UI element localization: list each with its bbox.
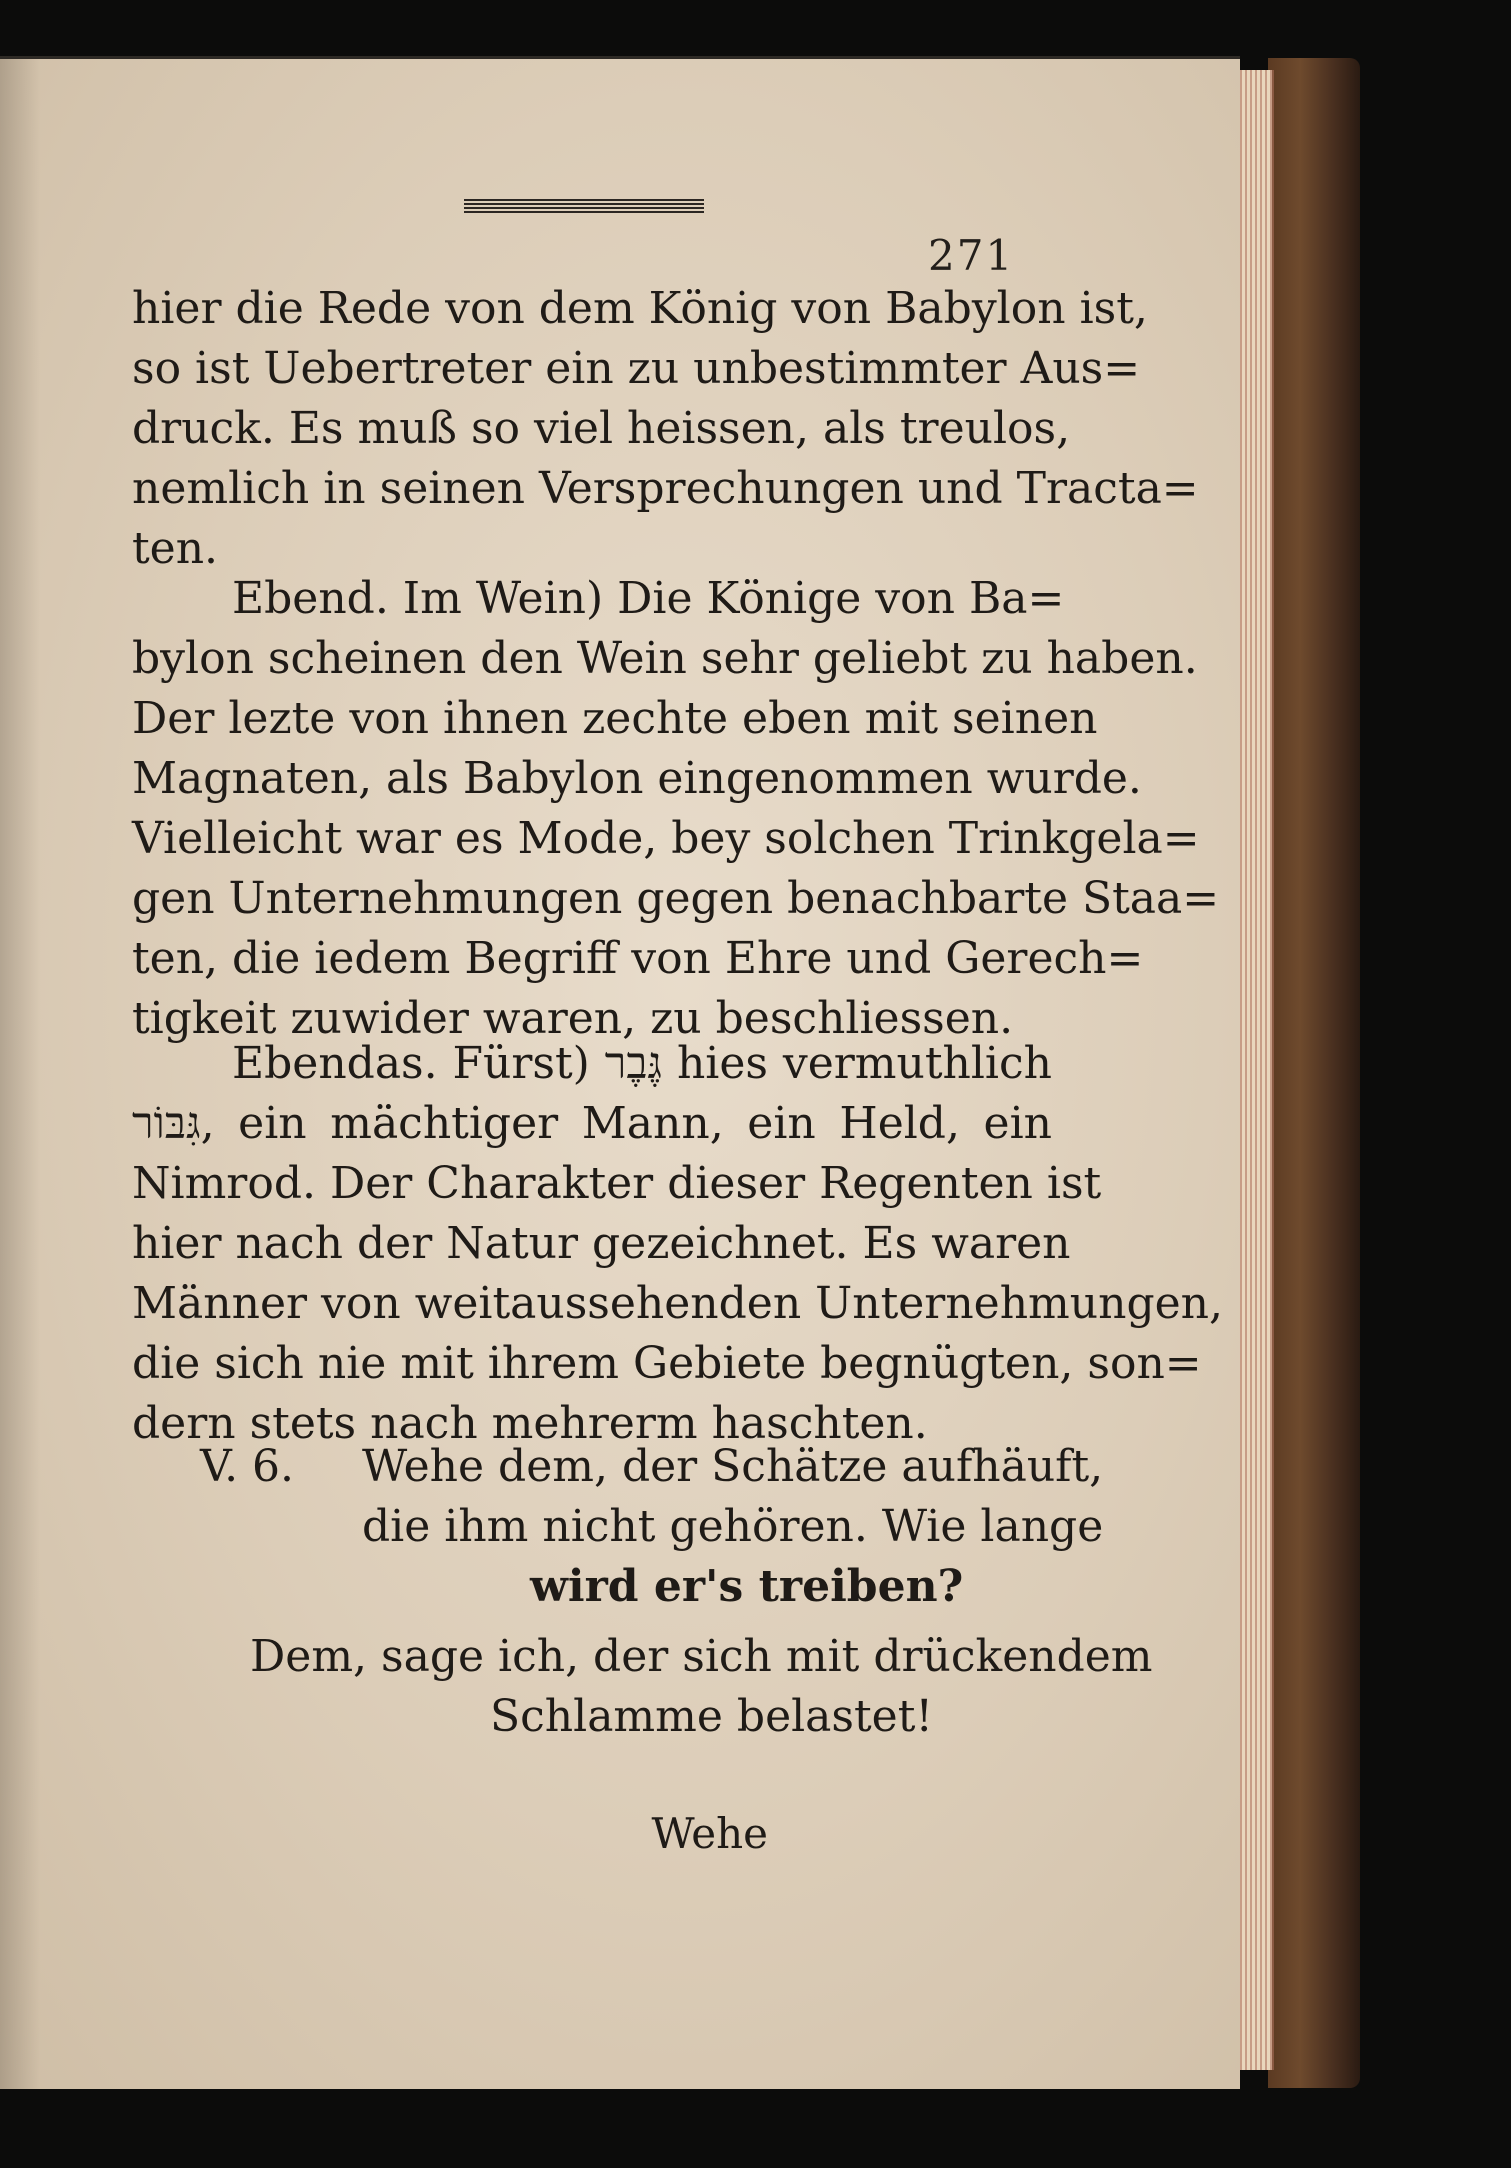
paragraph-3 <box>132 1034 1223 1454</box>
text-line: so ist Uebertreter ein zu unbestimmter Aus= <box>132 343 1141 394</box>
text-line: nemlich in seinen Versprechungen und Tracta= <box>132 463 1199 514</box>
verse-line: Schlamme belastet! <box>490 1691 934 1742</box>
paragraph-1 <box>132 279 1199 579</box>
text-line: ten, die iedem Begriff von Ehre und Gerech= <box>132 933 1144 984</box>
text-line: ten. <box>132 523 219 574</box>
verse-line: Wehe dem, der Schätze aufhäuft, <box>362 1441 1104 1492</box>
text-line: Vielleicht war es Mode, bey solchen Trinkgela= <box>132 813 1200 864</box>
page-number: 271 <box>928 231 1015 280</box>
text-line: גִּבּוֹר, ein mächtiger Mann, ein Held, ein <box>132 1098 1052 1149</box>
text-line: gen Unternehmungen gegen benachbarte Staa= <box>132 873 1220 924</box>
book-page <box>0 56 1240 2089</box>
text-line: Der lezte von ihnen zechte eben mit seinen <box>132 693 1098 744</box>
text-line: bylon scheinen den Wein sehr geliebt zu haben. <box>132 633 1198 684</box>
book-cover-edge <box>1268 58 1360 2088</box>
text-line: Magnaten, als Babylon eingenommen wurde. <box>132 753 1142 804</box>
verse-line: Dem, sage ich, der sich mit drückendem <box>250 1631 1153 1682</box>
text-line: die sich nie mit ihrem Gebiete begnügten, son= <box>132 1338 1202 1389</box>
text-line: tigkeit zuwider waren, zu beschliessen. <box>132 993 1014 1044</box>
text-line: Männer von weitaussehenden Unternehmungen, <box>132 1278 1223 1329</box>
header-rule <box>464 199 704 213</box>
paragraph-2 <box>132 569 1220 1049</box>
catchword: Wehe <box>651 1809 768 1858</box>
text-line: Nimrod. Der Charakter dieser Regenten ist <box>132 1158 1102 1209</box>
text-line: druck. Es muß so viel heissen, als treulos, <box>132 403 1071 454</box>
text-line: dern stets nach mehrerm haschten. <box>132 1398 928 1449</box>
text-line: Ebendas. Fürst) גֶּבֶר hies vermuthlich <box>232 1038 1052 1089</box>
text-line: hier die Rede von dem König von Babylon ist, <box>132 283 1148 334</box>
text-line: hier nach der Natur gezeichnet. Es waren <box>132 1218 1071 1269</box>
verse-line: wird er's treiben? <box>530 1561 964 1612</box>
verse-label: V. 6. <box>200 1441 295 1492</box>
verse-line: die ihm nicht gehören. Wie lange <box>362 1501 1104 1552</box>
text-line: Ebend. Im Wein) Die Könige von Ba= <box>232 573 1065 624</box>
